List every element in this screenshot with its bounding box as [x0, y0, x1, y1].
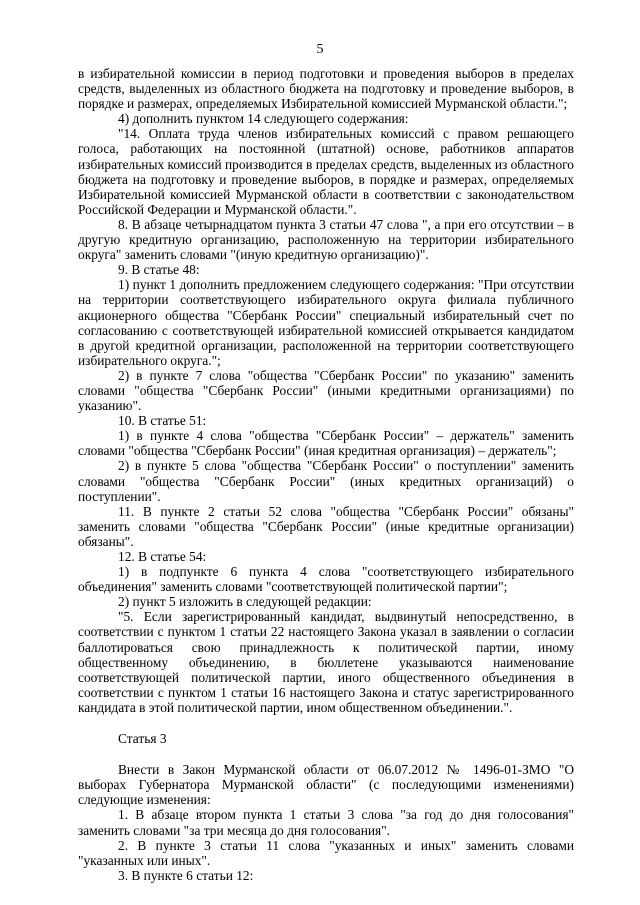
- page-number: 5: [316, 42, 324, 57]
- paragraph: Статья 3: [118, 731, 167, 747]
- paragraph: "5. Если зарегистрированный кандидат, выдвинутый непосредственно, в соответствии с пунктом 1 статьи 22 настоящего Закона указал в заявлении о согласии баллотироваться свою принадлежность к политической партии, иному общественному объединению, в бюллетене указываются наименование соответствующей политической партии, иного общественного объединения в соответствии с пунктом 1 статьи 16 настоящего Закона и статус зарегистрированного кандидата в этой политической партии, ином общественном объединении.".: [78, 609, 574, 715]
- paragraph: 2) в пункте 5 слова "общества "Сбербанк России" о поступлении" заменить словами "общества "Сбербанк России" (иных кредитных организаций) о поступлении".: [78, 458, 574, 504]
- paragraph: 9. В статье 48:: [118, 262, 200, 278]
- document-body: [78, 66, 574, 883]
- paragraph: 1) в пункте 4 слова "общества "Сбербанк России" – держатель" заменить словами "общества "Сбербанк России" (иная кредитная организация) – держатель";: [78, 428, 574, 459]
- paragraph: 12. В статье 54:: [118, 549, 207, 564]
- paragraph-gap: [78, 746, 574, 762]
- paragraph-gap: [78, 715, 574, 731]
- paragraph: 11. В пункте 2 статьи 52 слова "общества "Сбербанк России" обязаны" заменить словами "общества "Сбербанк России" (иные кредитные организации) обязаны".: [78, 503, 574, 549]
- paragraph: 1) пункт 1 дополнить предложением следующего содержания: "При отсутствии на территории соответствующего избирательного округа филиала публичного акционерного общества "Сбербанк России" специальный избирательный счет по согласованию с соответствующей избирательной комиссией открывается кандидатом в другой кредитной организации, расположенной на территории соответствующего избирательного округа.";: [78, 277, 574, 368]
- paragraph: 8. В абзаце четырнадцатом пункта 3 статьи 47 слова ", а при его отсутствии – в другую кредитную организацию, расположенную на территории избирательного округа" заменить словами "(иную кредитную организацию)".: [78, 216, 574, 263]
- paragraph: 2. В пункте 3 статьи 11 слова "указанных и иных" заменить словами "указанных или иных".: [78, 837, 574, 868]
- paragraph: Внести в Закон Мурманской области от 06.07.2012 № 1496-01-ЗМО "О выборах Губернатора Мурманской области" (с последующими изменениями) следующие изменения:: [78, 762, 574, 808]
- paragraph: 3. В пункте 6 статьи 12:: [118, 867, 254, 883]
- paragraph: 4) дополнить пунктом 14 следующего содержания:: [118, 111, 409, 127]
- paragraph: 10. В статье 51:: [118, 413, 207, 429]
- paragraph: в избирательной комиссии в период подготовки и проведения выборов в пределах средств, выделенных из областного бюджета на подготовку и проведение выборов, в порядке и размерах, определяемых Избирательной комиссией Мурманской области.";: [78, 66, 574, 112]
- paragraph: "14. Оплата труда членов избирательных комиссий с правом решающего голоса, работающих на постоянной (штатной) основе, работников аппаратов избирательных комиссий производится в пределах средств, выделенных из областного бюджета на подготовку и проведение выборов, в порядке и размерах, определяемых Избирательной комиссией Мурманской области в соответствии с законодательством Российской Федерации и Мурманской области.".: [78, 126, 574, 217]
- paragraph: 1. В абзаце втором пункта 1 статьи 3 слова "за год до дня голосования" заменить словами "за три месяца до дня голосования".: [78, 807, 574, 838]
- paragraph: 1) в подпункте 6 пункта 4 слова "соответствующего избирательного объединения" заменить словами "соответствующей политической партии";: [78, 564, 574, 595]
- paragraph: 2) пункт 5 изложить в следующей редакции:: [118, 594, 372, 610]
- paragraph: 2) в пункте 7 слова "общества "Сбербанк России" по указанию" заменить словами "общества "Сбербанк России" (иными кредитными организациями) по указанию".: [78, 367, 574, 414]
